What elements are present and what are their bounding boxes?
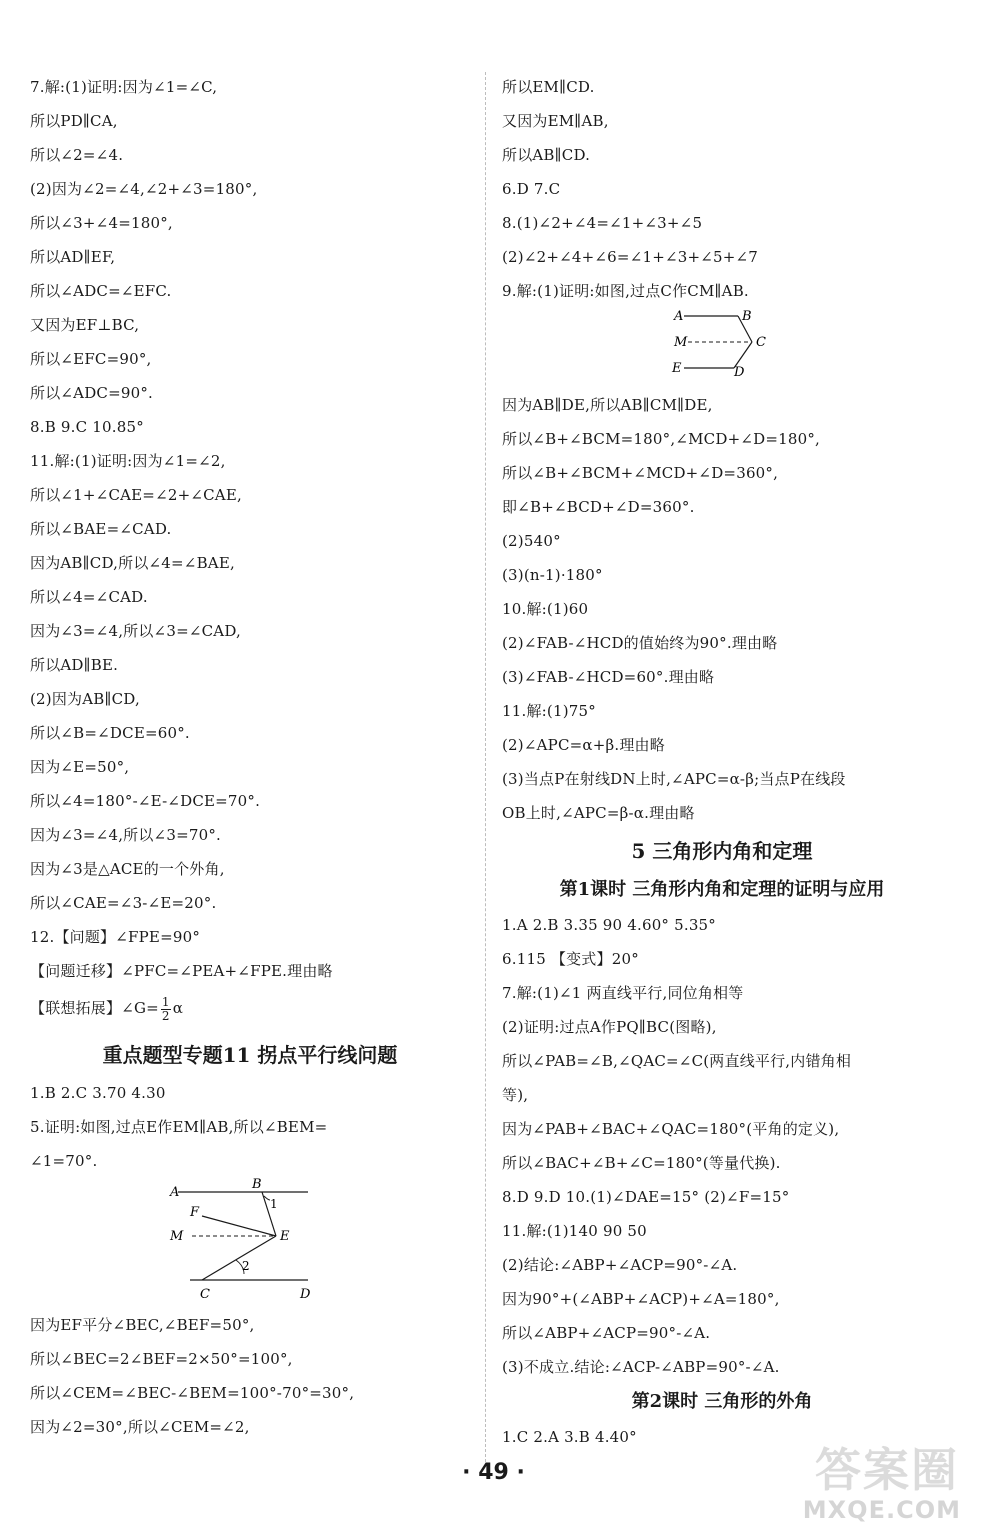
answer-line: 因为AB∥DE,所以AB∥CM∥DE, (502, 396, 713, 414)
answer-line: 所以∠2=∠4. (30, 146, 124, 164)
label-m: M (170, 1229, 184, 1244)
answer-line: 因为∠PAB+∠BAC+∠QAC=180°(平角的定义), (502, 1120, 840, 1138)
answer-line: (2)540° (502, 532, 561, 550)
right-top-lines (502, 70, 942, 308)
left-answer-lines (30, 70, 470, 988)
answer-line: 10.解:(1)60 (502, 600, 589, 618)
answer-line: (3)不成立.结论:∠ACP-∠ABP=90°-∠A. (502, 1358, 780, 1376)
answer-line: (2)∠APC=α+β.理由略 (502, 736, 665, 754)
answer-line: 所以EM∥CD. (502, 78, 595, 96)
answer-line: 所以∠B=∠DCE=60°. (30, 724, 190, 742)
answer-line: 因为∠3=∠4,所以∠3=∠CAD, (30, 622, 241, 640)
label-e-right: E (672, 361, 682, 376)
answer-line: 因为∠2=30°,所以∠CEM=∠2, (30, 1418, 250, 1436)
answer-line: 8.D 9.D 10.(1)∠DAE=15° (2)∠F=15° (502, 1188, 790, 1206)
answer-line: 即∠B+∠BCD+∠D=360°. (502, 498, 695, 516)
answer-line: 6.D 7.C (502, 180, 561, 198)
answer-line: 所以AD∥EF, (30, 248, 116, 266)
answer-line: 因为EF平分∠BEC,∠BEF=50°, (30, 1316, 255, 1334)
figure-abcmde-svg (502, 308, 942, 388)
answer-line: 所以∠1+∠CAE=∠2+∠CAE, (30, 486, 242, 504)
answer-line: 1.A 2.B 3.35 90 4.60° 5.35° (502, 916, 717, 934)
answer-line: 8.B 9.C 10.85° (30, 418, 144, 436)
answer-line: 【问题迁移】∠PFC=∠PEA+∠FPE.理由略 (30, 962, 333, 980)
answer-line: 所以∠4=180°-∠E-∠DCE=70°. (30, 792, 261, 810)
answer-line: (3)当点P在射线DN上时,∠APC=α-β;当点P在线段 (502, 770, 846, 788)
answer-line: 7.解:(1)证明:因为∠1=∠C, (30, 78, 218, 96)
topic11-lines (30, 1076, 470, 1178)
right-mid-lines (502, 388, 942, 830)
lesson1-heading: 第1课时 三角形内角和定理的证明与应用 (559, 879, 885, 900)
label-angle-2: 2 (242, 1259, 250, 1273)
watermark-logo (789, 1434, 969, 1524)
answer-line: 所以∠EFC=90°, (30, 350, 152, 368)
answer-line: 因为∠E=50°, (30, 758, 130, 776)
right-column (502, 70, 942, 1454)
figure-bent-parallel-svg (30, 1178, 470, 1308)
watermark-bottom-text: MXQE.COM (802, 1496, 961, 1524)
answer-line: OB上时,∠APC=β-α.理由略 (502, 804, 695, 822)
answer-line: 等), (502, 1086, 529, 1104)
lesson2-heading: 第2课时 三角形的外角 (631, 1391, 813, 1412)
answer-line: 9.解:(1)证明:如图,过点C作CM∥AB. (502, 282, 749, 300)
figure-abcmde (502, 308, 942, 388)
answer-line: 因为∠3是△ACE的一个外角, (30, 860, 225, 878)
answer-line: 所以∠CEM=∠BEC-∠BEM=100°-70°=30°, (30, 1384, 355, 1402)
column-divider (485, 72, 487, 1462)
answer-line: 所以∠PAB=∠B,∠QAC=∠C(两直线平行,内错角相 (502, 1052, 852, 1070)
answer-line: 7.解:(1)∠1 两直线平行,同位角相等 (502, 984, 744, 1002)
answer-line: 所以∠B+∠BCM=180°,∠MCD+∠D=180°, (502, 430, 820, 448)
fraction-one-half (161, 996, 171, 1023)
fraction-suffix: α (172, 999, 184, 1017)
lianxiang-prefix: 【联想拓展】∠G= (30, 999, 159, 1017)
answer-line: 因为90°+(∠ABP+∠ACP)+∠A=180°, (502, 1290, 780, 1308)
label-c: C (200, 1287, 210, 1302)
segment-fe (202, 1216, 276, 1236)
label-a-right: A (674, 309, 684, 324)
section-heading-topic11: 重点题型专题11 拐点平行线问题 (102, 1043, 398, 1067)
answer-line: 所以AB∥CD. (502, 146, 591, 164)
label-a: A (170, 1185, 180, 1200)
answer-line: (2)因为∠2=∠4,∠2+∠3=180°, (30, 180, 258, 198)
answer-line: (2)∠2+∠4+∠6=∠1+∠3+∠5+∠7 (502, 248, 759, 266)
answer-line: 所以∠CAE=∠3-∠E=20°. (30, 894, 217, 912)
answer-line: 所以∠BAC+∠B+∠C=180°(等量代换). (502, 1154, 781, 1172)
label-d: D (300, 1287, 311, 1302)
fraction-denominator: 2 (161, 1008, 170, 1023)
answer-line: 所以AD∥BE. (30, 656, 119, 674)
fraction-numerator: 1 (161, 994, 170, 1009)
answer-line: 所以∠BEC=2∠BEF=2×50°=100°, (30, 1350, 293, 1368)
label-angle-1: 1 (270, 1197, 278, 1211)
answer-line: 5.证明:如图,过点E作EM∥AB,所以∠BEM= (30, 1118, 328, 1136)
answer-line: 11.解:(1)140 90 50 (502, 1222, 647, 1240)
answer-line: 11.解:(1)证明:因为∠1=∠2, (30, 452, 226, 470)
lianxiang-line (30, 988, 470, 1028)
answer-line: (2)证明:过点A作PQ∥BC(图略), (502, 1018, 717, 1036)
answer-line: 6.115 【变式】20° (502, 950, 639, 968)
segment-ce (202, 1236, 276, 1280)
left-column (30, 70, 470, 1444)
answer-line: 因为∠3=∠4,所以∠3=70°. (30, 826, 221, 844)
answer-line: 12.【问题】∠FPE=90° (30, 928, 201, 946)
answer-line: 因为AB∥CD,所以∠4=∠BAE, (30, 554, 235, 572)
figure-bent-parallel (30, 1178, 470, 1308)
answer-line: (3)(n-1)·180° (502, 566, 603, 584)
page-number: · 49 · (462, 1460, 525, 1485)
label-c-right: C (756, 335, 766, 350)
watermark-top-text: 答案圈 (815, 1443, 959, 1497)
label-d-right: D (734, 365, 745, 380)
answer-line: 所以∠B+∠BCM+∠MCD+∠D=360°, (502, 464, 779, 482)
answer-line: 所以∠4=∠CAD. (30, 588, 148, 606)
answer-line: 11.解:(1)75° (502, 702, 596, 720)
label-f: F (190, 1205, 200, 1220)
label-e: E (280, 1229, 290, 1244)
answer-line: (2)结论:∠ABP+∠ACP=90°-∠A. (502, 1256, 738, 1274)
topic11-after-figure-lines (30, 1308, 470, 1444)
section-heading-5: 5 三角形内角和定理 (631, 839, 813, 863)
answer-line: 所以∠BAE=∠CAD. (30, 520, 172, 538)
answer-line: 1.B 2.C 3.70 4.30 (30, 1084, 166, 1102)
label-b-right: B (742, 309, 752, 324)
answer-line: 所以∠ABP+∠ACP=90°-∠A. (502, 1324, 711, 1342)
answer-line: 又因为EM∥AB, (502, 112, 609, 130)
answer-line: 所以PD∥CA, (30, 112, 118, 130)
answer-line: 8.(1)∠2+∠4=∠1+∠3+∠5 (502, 214, 703, 232)
answer-line: 又因为EF⊥BC, (30, 316, 140, 334)
lesson1-lines (502, 908, 942, 1384)
answer-line: 所以∠ADC=∠EFC. (30, 282, 172, 300)
answer-line: 所以∠3+∠4=180°, (30, 214, 173, 232)
answer-line: (2)∠FAB-∠HCD的值始终为90°.理由略 (502, 634, 778, 652)
answer-line: (3)∠FAB-∠HCD=60°.理由略 (502, 668, 715, 686)
answer-line: (2)因为AB∥CD, (30, 690, 140, 708)
answer-line: 1.C 2.A 3.B 4.40° (502, 1428, 637, 1446)
label-m-right: M (674, 335, 688, 350)
answer-line: ∠1=70°. (30, 1152, 98, 1170)
answer-line: 所以∠ADC=90°. (30, 384, 154, 402)
label-b: B (252, 1178, 262, 1192)
